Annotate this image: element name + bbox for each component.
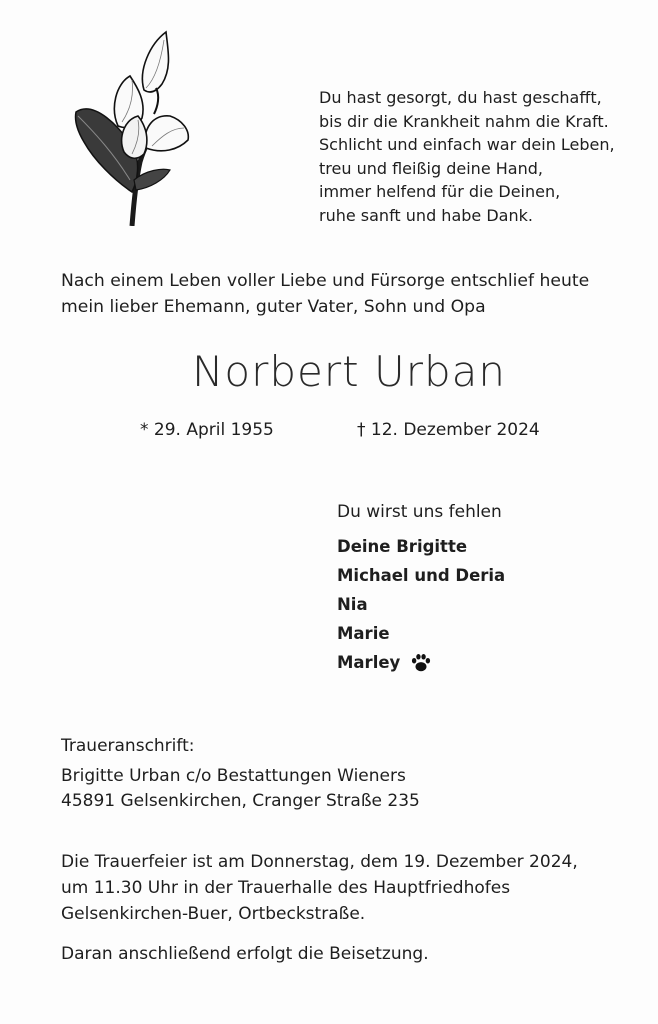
list-item [337,619,505,648]
paw-icon [410,652,432,674]
mourner-name: Marie [337,624,390,643]
calla-lily-icon [74,30,192,226]
mourner-name: Deine Brigitte [337,537,468,556]
list-item [337,532,505,561]
poem-line: immer helfend für die Deinen, [319,182,561,201]
ceremony-line-1: Die Trauerfeier ist am Donnerstag, dem 19. Dezember 2024, [61,852,578,872]
mourner-name: Marley [337,653,401,672]
list-item [337,590,505,619]
poem-line: treu und fleißig deine Hand, [319,158,543,178]
mourners-list [337,532,505,677]
intro-line-1: Nach einem Leben voller Liebe und Fürsorge entschlief heute [61,271,590,291]
poem-line: Schlicht und einfach war dein Leben, [319,135,615,154]
mourner-name: Nia [337,595,368,614]
poem-line: Du hast gesorgt, du hast geschafft, [319,88,602,107]
address-line-1: Brigitte Urban c/o Bestattungen Wieners [61,766,406,786]
mourner-name: Michael und Deria [337,566,506,585]
intro-line-2: mein lieber Ehemann, guter Vater, Sohn und Opa [61,297,486,317]
address-label: Traueranschrift: [61,736,195,756]
address-line-2: 45891 Gelsenkirchen, Cranger Straße 235 [61,791,420,811]
list-item [337,648,505,677]
ceremony-line-2: um 11.30 Uhr in der Trauerhalle des Hauptfriedhofes [61,878,511,898]
ceremony-line-3: Gelsenkirchen-Buer, Ortbeckstraße. [61,904,366,924]
burial-note: Daran anschließend erfolgt die Beisetzung. [61,944,429,964]
deceased-name: Norbert Urban [192,347,506,396]
mourners-heading: Du wirst uns fehlen [337,502,502,522]
poem-line: ruhe sanft und habe Dank. [319,205,533,225]
death-date: † 12. Dezember 2024 [357,420,540,440]
list-item [337,561,505,590]
intro-text [61,268,651,320]
birth-date: * 29. April 1955 [140,420,274,440]
poem-line: bis dir die Krankheit nahm die Kraft. [319,111,609,131]
poem [319,86,649,227]
